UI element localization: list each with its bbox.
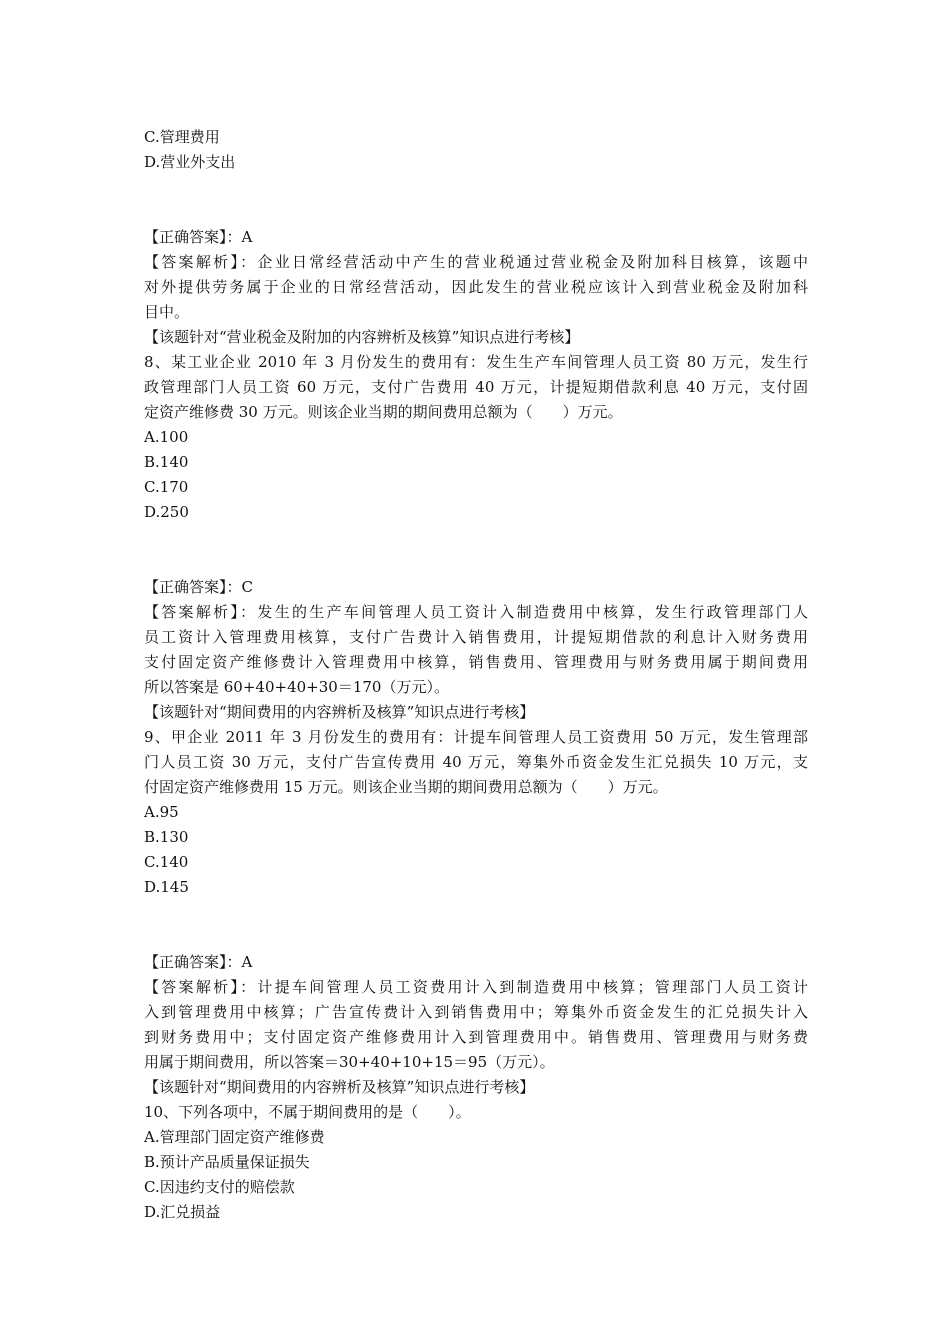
- analysis-line: 对外提供劳务属于企业的日常经营活动，因此发生的营业税应该计入到营业税金及附加科: [144, 278, 808, 296]
- answer-label: 【正确答案】：A: [144, 953, 253, 971]
- analysis-line: 到财务费用中；支付固定资产维修费用计入到管理费用中。销售费用、管理费用与财务费: [144, 1028, 808, 1046]
- question-9-text: 门人员工资 30 万元，支付广告宣传费用 40 万元，筹集外币资金发生汇兑损失 10 万元，支: [144, 753, 808, 771]
- option-c: C.170: [144, 478, 189, 496]
- analysis-line: 入到管理费用中核算；广告宣传费计入到销售费用中；筹集外币资金发生的汇兑损失计入: [144, 1003, 808, 1021]
- option-d: D.250: [144, 503, 189, 521]
- analysis-line: 所以答案是 60+40+40+30＝170（万元）。: [144, 678, 449, 696]
- question-9-text: 9、甲企业 2011 年 3 月份发生的费用有：计提车间管理人员工资费用 50 万元，发生管理部: [144, 728, 808, 746]
- topic-note: 【该题针对“期间费用的内容辨析及核算”知识点进行考核】: [144, 1078, 535, 1096]
- option-a: A.管理部门固定资产维修费: [144, 1128, 325, 1146]
- question-10-text: 10、下列各项中，不属于期间费用的是（ ）。: [144, 1103, 471, 1121]
- option-b: B.130: [144, 828, 189, 846]
- topic-note: 【该题针对“营业税金及附加的内容辨析及核算”知识点进行考核】: [144, 328, 580, 346]
- option-a: A.95: [144, 803, 179, 821]
- option-c: C.140: [144, 853, 189, 871]
- answer-label: 【正确答案】：C: [144, 578, 253, 596]
- analysis-line: 员工资计入管理费用核算，支付广告费计入销售费用，计提短期借款的利息计入财务费用: [144, 628, 808, 646]
- analysis-line: 支付固定资产维修费计入管理费用中核算，销售费用、管理费用与财务费用属于期间费用: [144, 653, 808, 671]
- option-d: D.营业外支出: [144, 153, 236, 171]
- question-9-text: 付固定资产维修费用 15 万元。则该企业当期的期间费用总额为（ ）万元。: [144, 778, 668, 796]
- answer-label: 【正确答案】：A: [144, 228, 253, 246]
- question-8-text: 定资产维修费 30 万元。则该企业当期的期间费用总额为（ ）万元。: [144, 403, 623, 421]
- topic-note: 【该题针对“期间费用的内容辨析及核算”知识点进行考核】: [144, 703, 535, 721]
- question-8-text: 8、某工业企业 2010 年 3 月份发生的费用有：发生生产车间管理人员工资 80 万元，发生行: [144, 353, 808, 371]
- analysis-line: 目中。: [144, 303, 190, 321]
- option-a: A.100: [144, 428, 189, 446]
- analysis-line: 【答案解析】：计提车间管理人员工资费用计入到制造费用中核算；管理部门人员工资计: [144, 978, 808, 996]
- analysis-line: 用属于期间费用，所以答案＝30+40+10+15＝95（万元）。: [144, 1053, 555, 1071]
- option-c: C.因违约支付的赔偿款: [144, 1178, 295, 1196]
- analysis-line: 【答案解析】：发生的生产车间管理人员工资计入制造费用中核算，发生行政管理部门人: [144, 603, 808, 621]
- option-d: D.145: [144, 878, 189, 896]
- question-8-text: 政管理部门人员工资 60 万元，支付广告费用 40 万元，计提短期借款利息 40 万元，支付固: [144, 378, 808, 396]
- option-c: C.管理费用: [144, 128, 220, 146]
- analysis-line: 【答案解析】：企业日常经营活动中产生的营业税通过营业税金及附加科目核算，该题中: [144, 253, 808, 271]
- option-b: B.预计产品质量保证损失: [144, 1153, 310, 1171]
- option-d: D.汇兑损益: [144, 1203, 221, 1221]
- option-b: B.140: [144, 453, 189, 471]
